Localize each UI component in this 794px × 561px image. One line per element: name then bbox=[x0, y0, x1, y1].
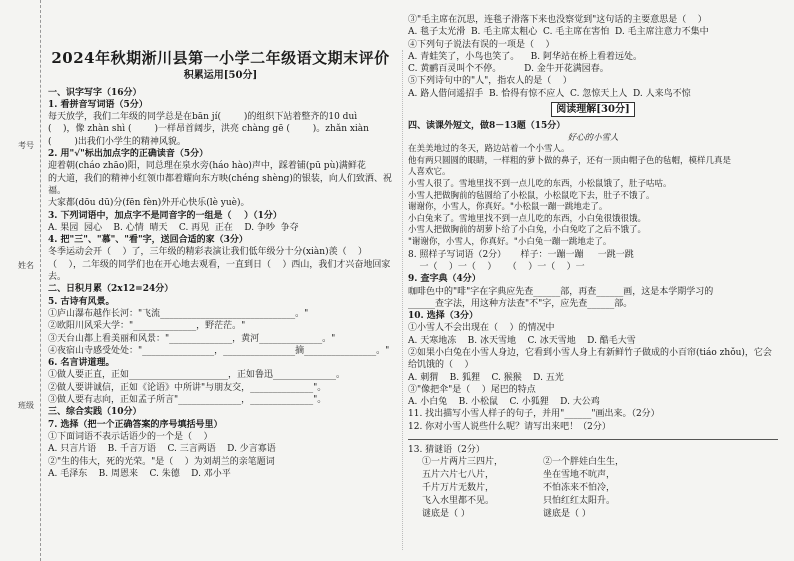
right-mid-questions bbox=[408, 249, 778, 433]
riddle-line: 飞入水里都不见。 bbox=[422, 496, 495, 507]
riddle-1 bbox=[422, 456, 503, 521]
question-line: A. 天寒地冻 B. 冰天雪地 C. 冰天雪地 D. 酷毛大雪 bbox=[408, 335, 636, 346]
question-line: ⑤下列诗句中的"人"，指农人的是（ ） bbox=[408, 76, 572, 87]
question-line: 4. 把"三"、"慕"、"看"字，送回合适的家（3分） bbox=[48, 235, 248, 246]
riddle-line: 不怕冻来不怕冷， bbox=[543, 483, 616, 494]
question-line: 一（ ）一（ ） （ ）一（ ）一 bbox=[408, 261, 585, 272]
question-line: 迎着朝(cháo zhāo)阳，同总理在泉水旁(háo hào)声中，踩着铺(pū pù)满鲜花 bbox=[48, 161, 366, 172]
question-line: ①下面词语不表示话语少的一个是（ ） bbox=[48, 431, 213, 442]
question-line: A. 刺猬 B. 狐狸 C. 猴猴 D. 五光 bbox=[408, 372, 564, 383]
right-top-questions bbox=[408, 14, 778, 100]
question-line: 6. 名言讲道理。 bbox=[48, 358, 115, 369]
column-divider bbox=[402, 50, 403, 550]
question-line: ②做人要讲诚信，正如《论语》中所讲"与朋友交，______________"。 bbox=[48, 382, 327, 393]
question-line: ③"像把伞"是（ ）尾巴的特点 bbox=[408, 384, 536, 395]
story-line: 小雪人很了。雪地里找不到一点儿吃的东西，小松鼠饿了，肚子咕咕。 bbox=[408, 179, 672, 190]
question-line: A. 毯子太光滑 B. 毛主席太粗心 C. 毛主席在害怕 D. 毛主席注意力不集中 bbox=[408, 27, 709, 38]
section-title-reading bbox=[408, 104, 778, 116]
question-line: 3. 下列词语中，加点字不是同音字的一组是（ ）（1分） bbox=[48, 210, 282, 221]
question-line: 5. 古诗有风景。 bbox=[48, 296, 115, 307]
story-line: 小白兔来了。雪地里找不到一点儿吃的东西，小白兔很饿很饿。 bbox=[408, 213, 647, 224]
page-title: 2024年秋期淅川县第一小学二年级语文期末评价 bbox=[51, 49, 390, 67]
question-line: 每天放学，我们二年级的同学总是在bān jí( )的组织下站着整齐的10 duì bbox=[48, 112, 358, 123]
question-line: A. 路人借问遥招手 B. 恰得有惊不应人 C. 忽惊天上人 D. 人来鸟不惊 bbox=[408, 88, 691, 99]
story-title: 好心的小雪人 bbox=[567, 132, 619, 143]
binding-margin bbox=[0, 0, 41, 561]
question-8-heading: 四、读课外短文，做8－13题（15分） bbox=[408, 121, 566, 132]
question-line: ②"生的伟大，死的光荣。"是（ ）为刘胡兰的亲笔题词 bbox=[48, 456, 275, 467]
question-line: ( )，像 zhàn shì ( )一样昂首阔步，洪亮 chàng gē ( )。zhǎn xiàn bbox=[48, 124, 369, 135]
question-line: 一、识字写字（16分） bbox=[48, 87, 142, 98]
question-line: ______查字法，用这种方法查"不"字，应先查______部。 bbox=[408, 298, 633, 309]
question-line: 7. 选择（把一个正确答案的序号填括号里） bbox=[48, 419, 223, 430]
riddle-line: 谜底是（ ） bbox=[422, 509, 470, 520]
question-line: A. 只言片语 B. 千言万语 C. 三言两语 D. 少言寡语 bbox=[48, 444, 276, 455]
story-line: "谢谢你，小雪人，你真好。"小白兔一蹦一跳地走了。 bbox=[408, 237, 612, 248]
riddle-line: 坐在雪地不吭声， bbox=[543, 470, 616, 481]
question-line: （ ），二年级的同学们也在开心地去观看，一直到日（ ）西山，我们才兴奋地回家去。 bbox=[48, 259, 391, 283]
story-passage bbox=[408, 133, 778, 249]
question-line: 大家都(dōu dū)分(fēn fèn)外开心快乐(lè yuè)。 bbox=[48, 198, 250, 209]
question-line: ④夜宿山寺感受处处："________________，________________摘________________。" bbox=[48, 345, 390, 356]
question-line: A. 果园 园心 B. 心情 晴天 C. 再见 正在 D. 争吵 争夺 bbox=[48, 222, 299, 233]
story-line: 小雪人把做胸前的毡圆给了小松鼠，小松鼠吃下去，肚子不饿了。 bbox=[408, 190, 655, 201]
riddle-line: 谜底是（ ） bbox=[543, 509, 591, 520]
riddle-line: 千片万片无数片， bbox=[422, 483, 495, 494]
riddle-section bbox=[408, 439, 778, 521]
question-line: ④下列句子说法有误的一项是（ ） bbox=[408, 39, 555, 50]
story-line: 小雪人把做胸前的胡萝卜给了小白兔，小白兔吃了之后不饿了。 bbox=[408, 225, 647, 236]
question-line: 10. 选择（3分） bbox=[408, 311, 479, 322]
question-line: ③天台山都上看美丽和风景："______________，黄河______________。" bbox=[48, 333, 336, 344]
story-lines bbox=[408, 144, 778, 248]
question-line: ①做人要正直，正如______________________，正如鲁迅______________。 bbox=[48, 370, 346, 381]
riddle-line: ②一个胖娃白生生， bbox=[543, 457, 625, 468]
question-line: 三、综合实践（10分） bbox=[48, 407, 142, 418]
question-line: 12. 你对小雪人说些什么呢？请写出来吧！（2分） bbox=[408, 421, 611, 432]
question-line: 咖啡色中的"啡"字在字典应先查______部，再查______画，这是本学期学习的 bbox=[408, 286, 714, 297]
section-title-accumulate: 积累运用[50分] bbox=[183, 70, 258, 82]
story-line: 他有两只圆圆的眼睛，一样粗的萝卜做的鼻子，还有一顶由帽子色的毡帽，模样几真是 bbox=[408, 155, 732, 166]
margin-mark-3: 班级 bbox=[18, 401, 34, 410]
story-line: 人喜欢它。 bbox=[408, 167, 451, 178]
question-line: ②如果小白兔在小雪人身边，它看到小雪人身上有新鲜竹子做成的小百帘(tiáo zhǒu)，它会给饥饿的（ ） bbox=[408, 347, 772, 371]
question-line: 冬季运动会开（ ）了，三年级的精彩表演让我们低年级分十分(xiàn)羡（ ） bbox=[48, 247, 368, 258]
question-line: 9. 查字典（4分） bbox=[408, 274, 481, 285]
riddle-line: ①一片两片三四片， bbox=[422, 457, 504, 468]
question-line: ③"毛主席在沉思，连毯子滑落下来也没察觉到"这句话的主要意思是（ ） bbox=[408, 15, 707, 25]
riddle-line: 五片六片七八片， bbox=[422, 470, 495, 481]
question-line: 1. 看拼音写词语（5分） bbox=[48, 99, 148, 110]
right-column bbox=[408, 14, 778, 521]
question-line: 8. 照样子写词语（2分） 样子：一蹦一蹦 一跳一跳 bbox=[408, 249, 634, 260]
left-questions bbox=[48, 87, 393, 481]
story-line: 在美美地过的冬天，路边站着一个小雪人。 bbox=[408, 144, 570, 155]
question-line: 11. 找出描写小雪人样子的句子，并用"______"画出来。（2分） bbox=[408, 409, 660, 420]
question-line: ( )出我们小学生的精神风貌。 bbox=[48, 136, 186, 147]
question-line: ①庐山瀑布越作长河："飞流______________________________。" bbox=[48, 308, 309, 319]
section-title-reading-text: 阅读理解[30分] bbox=[551, 102, 634, 117]
question-line: C. 黄鹂百灵叫个不停。 D. 金牛开花满园春。 bbox=[408, 64, 609, 75]
question-line: ①小雪人不会出现在（ ）的情况中 bbox=[408, 323, 555, 334]
question-line: 的大道，我们的精神小红领巾都着耀向东方映(chéng shèng)的银装，向人们致洒、祝福。 bbox=[48, 173, 392, 196]
question-line: 二、日积月累（2x12=24分） bbox=[48, 284, 174, 295]
riddles bbox=[408, 456, 778, 521]
question-line: A. 青蛙笑了，小鸟也笑了。 B. 阿华站在桥上看着远处。 bbox=[408, 51, 643, 62]
question-line: ②欧阳川风采大学："______________，野茫茫。" bbox=[48, 321, 246, 332]
story-line: 谢谢你，小雪人，你真好。"小松鼠一蹦一跳地走了。 bbox=[408, 202, 608, 213]
margin-mark-1: 考号 bbox=[18, 141, 34, 150]
riddle-line: 只怕红红太阳升。 bbox=[543, 496, 616, 507]
margin-mark-2: 姓名 bbox=[18, 261, 34, 270]
question-line: A. 毛泽东 B. 周恩来 C. 朱德 D. 邓小平 bbox=[48, 468, 231, 479]
riddle-2 bbox=[543, 456, 624, 521]
question-line: ③做人要有志向，正如孟子所言"______________，______________"。 bbox=[48, 395, 327, 406]
left-column bbox=[48, 14, 393, 480]
question-13-heading: 13. 猜谜语（2分） bbox=[408, 445, 485, 456]
question-line: A. 小白兔 B. 小松鼠 C. 小狐狸 D. 大公鸡 bbox=[408, 397, 600, 408]
question-line: 2. 用"√"标出加点字的正确读音（5分） bbox=[48, 149, 209, 160]
